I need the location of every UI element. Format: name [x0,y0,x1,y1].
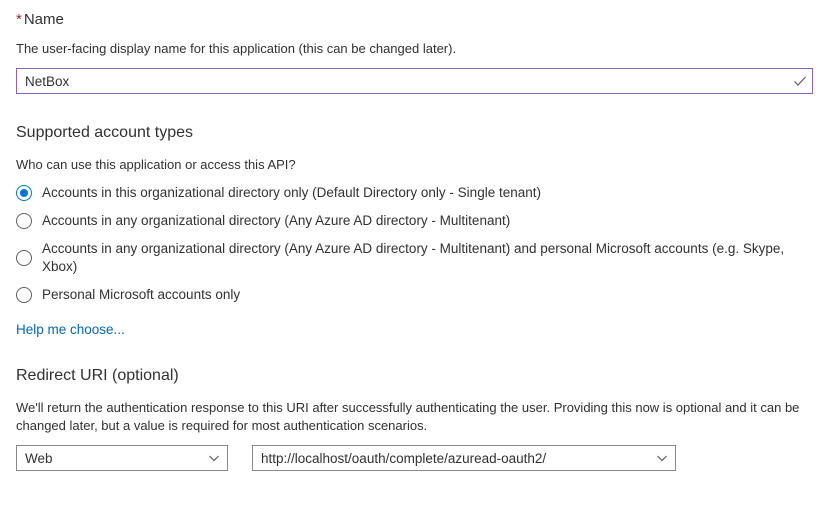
radio-indicator[interactable] [16,287,32,303]
radio-option-personal-only[interactable] [16,286,813,304]
chevron-down-icon[interactable] [201,452,227,464]
radio-option-multitenant-and-personal[interactable] [16,240,813,276]
radio-option-single-tenant[interactable] [16,184,813,202]
name-label [16,10,813,30]
radio-indicator[interactable] [16,185,32,201]
radio-option-label: Accounts in any organizational directory (Any Azure AD directory - Multitenant) and personal Microsoft accounts (e.g. Skype, Xbox) [42,241,785,274]
name-input[interactable] [17,69,788,93]
redirect-uri-input[interactable] [253,446,649,470]
radio-option-label: Accounts in any organizational directory (Any Azure AD directory - Multitenant) [42,213,511,228]
radio-option-label: Personal Microsoft accounts only [42,287,241,302]
radio-indicator[interactable] [16,250,32,266]
name-helper-text: The user-facing display name for this application (this can be changed later). [16,41,457,56]
name-label-text: Name [23,11,64,28]
account-types-radio-group [16,184,813,304]
account-types-helper-text: Who can use this application or access this API? [16,157,296,172]
redirect-uri-title: Redirect URI (optional) [16,367,179,384]
account-types-title: Supported account types [16,124,194,141]
radio-option-label: Accounts in this organizational directory only (Default Directory only - Single tenant) [42,185,541,200]
platform-select-value: Web [25,450,53,466]
chevron-down-icon[interactable] [649,452,675,464]
radio-indicator[interactable] [16,213,32,229]
checkmark-icon [788,74,812,88]
redirect-uri-input-wrapper[interactable] [252,445,676,471]
help-me-choose-link[interactable]: Help me choose... [16,322,125,337]
radio-option-multitenant[interactable] [16,212,813,230]
redirect-uri-helper-text: We'll return the authentication response to this URI after successfully authenticating the user. Providing this now is optional and it can be changed later, but a value is required for most authentication scenarios. [16,400,800,433]
platform-select[interactable] [16,445,228,471]
required-asterisk: * [16,11,22,28]
redirect-uri-row [16,445,813,471]
name-input-wrapper[interactable] [16,68,813,94]
